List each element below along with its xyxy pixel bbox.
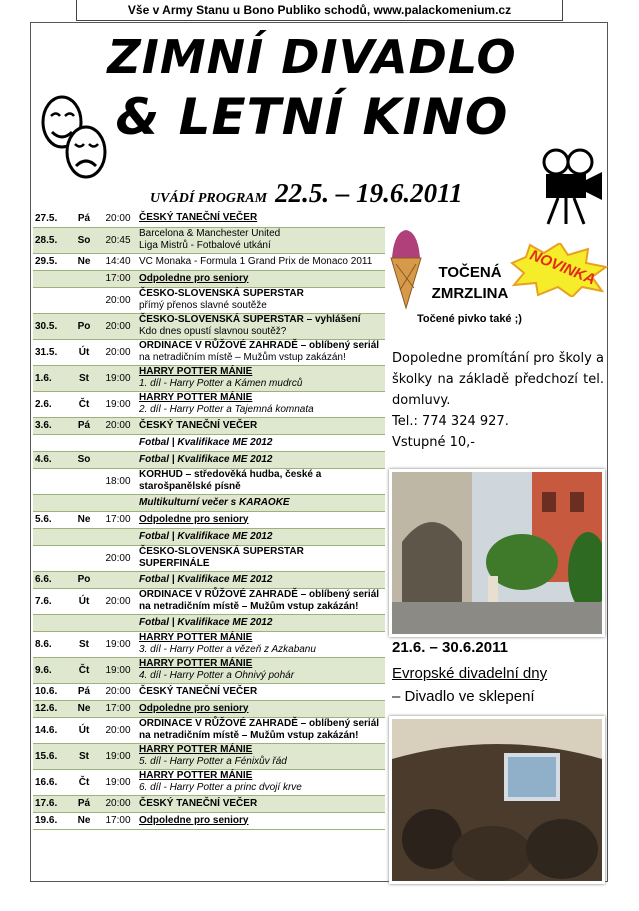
event-subtitle: 4. díl - Harry Potter a Ohnivý pohár — [139, 670, 295, 681]
event-subtitle: 3. díl - Harry Potter a vězeň z Azkabanu — [139, 644, 316, 655]
schedule-row — [33, 528, 385, 545]
schedule-event — [137, 528, 385, 545]
schedule-day — [69, 434, 99, 451]
schedule-date: 14.6. — [33, 717, 69, 743]
event-title: Fotbal | Kvalifikace ME 2012 — [139, 453, 273, 465]
schedule-time: 19:00 — [99, 769, 137, 795]
second-dates: 21.6. – 30.6.2011 — [392, 639, 508, 656]
screening-photo — [389, 716, 605, 884]
event-title: Multikulturní večer s KARAOKE — [139, 496, 290, 508]
schedule-date — [33, 528, 69, 545]
schedule-date: 5.6. — [33, 511, 69, 528]
schedule-time: 17:00 — [99, 700, 137, 717]
schedule-row — [33, 287, 385, 313]
event-title: Fotbal | Kvalifikace ME 2012 — [139, 530, 273, 542]
schedule-event — [137, 365, 385, 391]
schedule-date — [33, 468, 69, 494]
schedule-day: Pá — [69, 795, 99, 812]
schedule-date: 28.5. — [33, 227, 69, 253]
schedule-event — [137, 769, 385, 795]
schedule-date: 12.6. — [33, 700, 69, 717]
schedule-time: 19:00 — [99, 391, 137, 417]
schedule-date: 7.6. — [33, 588, 69, 614]
schedule-time: 20:45 — [99, 227, 137, 253]
program-dates: 22.5. – 19.6.2011 — [275, 178, 463, 208]
schedule-event — [137, 588, 385, 614]
schedule-event — [137, 700, 385, 717]
schedule-time: 20:00 — [99, 545, 137, 571]
schedule-time: 17:00 — [99, 812, 137, 829]
schedule-event — [137, 287, 385, 313]
schedule-date — [33, 287, 69, 313]
schedule-event — [137, 795, 385, 812]
pivo-note: Točené pivko také ;) — [417, 313, 522, 325]
schedule-row — [33, 769, 385, 795]
event-title: HARRY POTTER MÁNIE — [139, 392, 253, 403]
top-banner: Vše v Army Stanu u Bono Publiko schodů, www.palackomenium.cz — [76, 0, 563, 21]
schedule-row — [33, 339, 385, 365]
schedule-time: 20:00 — [99, 717, 137, 743]
schedule-time: 19:00 — [99, 743, 137, 769]
event-title: ČESKO-SLOVENSKÁ SUPERSTAR — [139, 288, 304, 299]
title-line-1: ZIMNÍ DIVADLO — [107, 30, 517, 84]
schedule-time — [99, 434, 137, 451]
schedule-time: 20:00 — [99, 417, 137, 434]
event-title: HARRY POTTER MÁNIE — [139, 366, 253, 377]
event-title: Odpoledne pro seniory — [139, 702, 249, 714]
schedule-event — [137, 253, 385, 270]
schedule-date: 8.6. — [33, 631, 69, 657]
schedule-time: 20:00 — [99, 588, 137, 614]
program-heading — [150, 178, 463, 209]
schedule-day: Pá — [69, 417, 99, 434]
schedule-day: St — [69, 743, 99, 769]
schedule-day: Ne — [69, 700, 99, 717]
event-title: Odpoledne pro seniory — [139, 513, 249, 525]
schedule-date: 15.6. — [33, 743, 69, 769]
schedule-row — [33, 545, 385, 571]
schedule-event — [137, 494, 385, 511]
schedule-date: 30.5. — [33, 313, 69, 339]
event-title: Odpoledne pro seniory — [139, 272, 249, 284]
schedule-date: 9.6. — [33, 657, 69, 683]
schedule-time: 18:00 — [99, 468, 137, 494]
schedule-day: Ne — [69, 511, 99, 528]
festival-info — [392, 662, 547, 708]
schedule-time: 20:00 — [99, 683, 137, 700]
schedule-time — [99, 571, 137, 588]
schedule-event — [137, 511, 385, 528]
schedule-day: So — [69, 451, 99, 468]
event-subtitle: 6. díl - Harry Potter a princ dvojí krve — [139, 782, 302, 793]
schedule-day — [69, 468, 99, 494]
schedule-time — [99, 494, 137, 511]
event-title: ČESKÝ TANEČNÍ VEČER — [139, 797, 258, 809]
schedule-row — [33, 313, 385, 339]
schedule-day — [69, 494, 99, 511]
schedule-date: 10.6. — [33, 683, 69, 700]
schedule-row — [33, 571, 385, 588]
schedule-time: 20:00 — [99, 313, 137, 339]
event-subtitle: SUPERFINÁLE — [139, 558, 210, 569]
event-subtitle: 2. díl - Harry Potter a Tajemná komnata — [139, 404, 314, 415]
schedule-row — [33, 365, 385, 391]
schedule-table — [33, 210, 385, 830]
schedule-event — [137, 210, 385, 227]
tocena-zmrzlina: TOČENÁ ZMRZLINA — [431, 264, 509, 302]
schedule-event — [137, 391, 385, 417]
schedule-day — [69, 270, 99, 287]
schedule-event — [137, 434, 385, 451]
schedule-date: 2.6. — [33, 391, 69, 417]
schedule-day: Út — [69, 717, 99, 743]
event-title: Fotbal | Kvalifikace ME 2012 — [139, 573, 273, 585]
schedule-row — [33, 210, 385, 227]
schedule-row — [33, 812, 385, 829]
schedule-date: 29.5. — [33, 253, 69, 270]
event-subtitle: na netradičním místě – Mužům vstup zakázán! — [139, 601, 359, 612]
schedule-event — [137, 339, 385, 365]
phone: Tel.: 774 324 927. — [392, 414, 509, 429]
event-title: ORDINACE V RŮŽOVÉ ZAHRADĚ – oblíbený seriál — [139, 340, 380, 351]
schedule-event — [137, 270, 385, 287]
film-camera-icon — [536, 148, 604, 226]
festival-name: Evropské divadelní dny — [392, 665, 548, 682]
schedule-time: 19:00 — [99, 365, 137, 391]
schedule-date — [33, 494, 69, 511]
schedule-time — [99, 528, 137, 545]
schedule-date: 31.5. — [33, 339, 69, 365]
schedule-day: St — [69, 365, 99, 391]
event-title: ČESKÝ TANEČNÍ VEČER — [139, 212, 258, 224]
schedule-time: 20:00 — [99, 210, 137, 227]
schedule-time: 14:40 — [99, 253, 137, 270]
schedule-time — [99, 614, 137, 631]
program-label: UVÁDÍ PROGRAM — [150, 191, 268, 206]
schedule-time: 19:00 — [99, 657, 137, 683]
schedule-day: Ne — [69, 253, 99, 270]
schedule-date — [33, 614, 69, 631]
schedule-date — [33, 545, 69, 571]
event-subtitle: přímý přenos slavné soutěže — [139, 300, 267, 311]
schedule-row — [33, 434, 385, 451]
schedule-row — [33, 614, 385, 631]
event-title: ČESKO-SLOVENSKÁ SUPERSTAR — [139, 546, 304, 557]
event-title: HARRY POTTER MÁNIE — [139, 658, 253, 669]
schedule-time: 19:00 — [99, 631, 137, 657]
title-line-2: & LETNÍ KINO — [115, 88, 509, 146]
schedule-row — [33, 588, 385, 614]
event-subtitle: 1. díl - Harry Potter a Kámen mudrců — [139, 378, 303, 389]
event-subtitle: starošpanělské písně — [139, 481, 241, 492]
schedule-row — [33, 270, 385, 287]
schedule-row — [33, 417, 385, 434]
schedule-event — [137, 417, 385, 434]
schedule-day: Po — [69, 313, 99, 339]
novinka-label: NOVINKA — [527, 246, 598, 289]
event-subtitle: na netradičním místě – Mužům vstup zakázán! — [139, 352, 346, 363]
school-info — [392, 348, 604, 453]
schedule-row — [33, 795, 385, 812]
schedule-event — [137, 812, 385, 829]
schedule-date: 6.6. — [33, 571, 69, 588]
schedule-event — [137, 614, 385, 631]
schedule-day: Čt — [69, 391, 99, 417]
schedule-date: 1.6. — [33, 365, 69, 391]
schedule-event — [137, 545, 385, 571]
event-title: VC Monaka - Formula 1 Grand Prix de Monaco 2011 — [139, 255, 373, 267]
event-title: ORDINACE V RŮŽOVÉ ZAHRADĚ – oblíbený seriál — [139, 589, 380, 600]
schedule-event — [137, 657, 385, 683]
festival-venue: – Divadlo ve sklepení — [392, 688, 535, 705]
schedule-day: Ne — [69, 812, 99, 829]
schedule-row — [33, 631, 385, 657]
schedule-row — [33, 511, 385, 528]
schedule-day: So — [69, 227, 99, 253]
schedule-time: 20:00 — [99, 795, 137, 812]
schedule-day — [69, 528, 99, 545]
schedule-date: 3.6. — [33, 417, 69, 434]
schedule-day: St — [69, 631, 99, 657]
schedule-date: 17.6. — [33, 795, 69, 812]
admission: Vstupné 10,- — [392, 435, 475, 450]
event-subtitle: na netradičním místě – Mužům vstup zakázán! — [139, 730, 359, 741]
event-title: KORHUD – středověká hudba, české a — [139, 469, 322, 480]
event-title: HARRY POTTER MÁNIE — [139, 744, 253, 755]
schedule-day: Po — [69, 571, 99, 588]
schedule-event — [137, 631, 385, 657]
theatre-masks-icon — [38, 92, 110, 184]
schedule-row — [33, 717, 385, 743]
event-title: ČESKÝ TANEČNÍ VEČER — [139, 419, 258, 431]
event-subtitle: Kdo dnes opustí slavnou soutěž? — [139, 326, 287, 337]
schedule-event — [137, 683, 385, 700]
schedule-time: 20:00 — [99, 339, 137, 365]
event-title: HARRY POTTER MÁNIE — [139, 632, 253, 643]
schedule-row — [33, 494, 385, 511]
school-text: Dopoledne promítání pro školy a školky na základě předchozí tel. domluvy. — [392, 351, 604, 408]
schedule-event — [137, 717, 385, 743]
schedule-event — [137, 227, 385, 253]
schedule-day — [69, 287, 99, 313]
schedule-time — [99, 451, 137, 468]
event-title: Fotbal | Kvalifikace ME 2012 — [139, 436, 273, 448]
event-title: Fotbal | Kvalifikace ME 2012 — [139, 616, 273, 628]
novinka-label-wrap — [508, 243, 608, 297]
schedule-day: Čt — [69, 769, 99, 795]
schedule-row — [33, 683, 385, 700]
event-title: ORDINACE V RŮŽOVÉ ZAHRADĚ – oblíbený seriál — [139, 718, 380, 729]
schedule-row — [33, 743, 385, 769]
schedule-day: Čt — [69, 657, 99, 683]
schedule-event — [137, 743, 385, 769]
schedule-day — [69, 614, 99, 631]
schedule-row — [33, 451, 385, 468]
event-subtitle: Liga Mistrů - Fotbalové utkání — [139, 240, 271, 251]
schedule-event — [137, 468, 385, 494]
schedule-event — [137, 313, 385, 339]
schedule-day: Pá — [69, 210, 99, 227]
schedule-date: 27.5. — [33, 210, 69, 227]
schedule-row — [33, 657, 385, 683]
schedule-day: Út — [69, 339, 99, 365]
schedule-row — [33, 391, 385, 417]
schedule-row — [33, 468, 385, 494]
schedule-row — [33, 700, 385, 717]
schedule-date: 19.6. — [33, 812, 69, 829]
schedule-date: 4.6. — [33, 451, 69, 468]
schedule-day: Út — [69, 588, 99, 614]
event-title: Odpoledne pro seniory — [139, 814, 249, 826]
event-title: ČESKO-SLOVENSKÁ SUPERSTAR – vyhlášení — [139, 314, 361, 325]
schedule-time: 20:00 — [99, 287, 137, 313]
venue-photo — [389, 469, 605, 637]
schedule-date: 16.6. — [33, 769, 69, 795]
schedule-event — [137, 451, 385, 468]
schedule-time: 17:00 — [99, 270, 137, 287]
event-subtitle: 5. díl - Harry Potter a Fénixův řád — [139, 756, 287, 767]
schedule-row — [33, 253, 385, 270]
ice-cream-icon — [388, 228, 424, 310]
schedule-date — [33, 434, 69, 451]
event-title: ČESKÝ TANEČNÍ VEČER — [139, 685, 258, 697]
schedule-date — [33, 270, 69, 287]
schedule-day — [69, 545, 99, 571]
event-title: Barcelona & Manchester United — [139, 228, 281, 239]
schedule-event — [137, 571, 385, 588]
schedule-day: Pá — [69, 683, 99, 700]
schedule-time: 17:00 — [99, 511, 137, 528]
schedule-row — [33, 227, 385, 253]
event-title: HARRY POTTER MÁNIE — [139, 770, 253, 781]
